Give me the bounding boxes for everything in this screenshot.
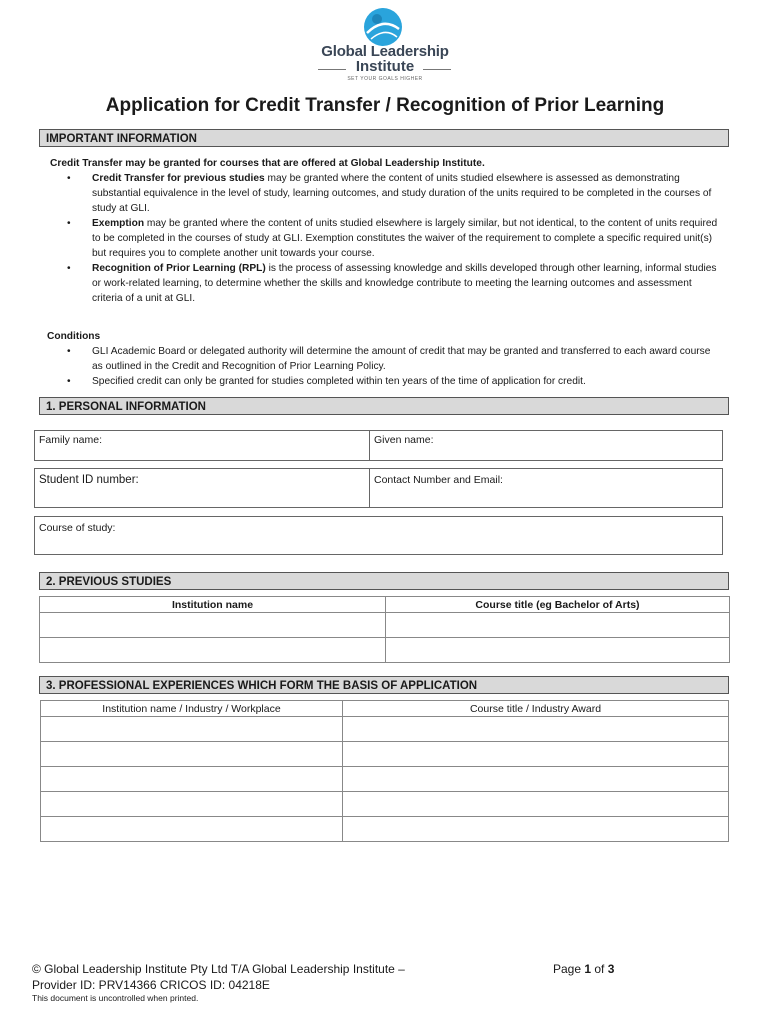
page-of: of — [591, 962, 608, 976]
col-course-award: Course title / Industry Award — [343, 701, 729, 717]
table-cell[interactable] — [40, 613, 386, 638]
page-current: 1 — [584, 962, 592, 976]
table-cell[interactable] — [386, 613, 730, 638]
globe-logo-icon — [363, 7, 403, 47]
professional-heading: 3. PROFESSIONAL EXPERIENCES WHICH FORM THE BASIS OF APPLICATION — [39, 676, 729, 694]
important-intro: Credit Transfer may be granted for courses that are offered at Global Leadership Institute. — [50, 158, 485, 169]
contact-field[interactable] — [369, 468, 723, 508]
term-rpl: Recognition of Prior Learning (RPL) — [92, 263, 266, 274]
given-name-field[interactable] — [369, 430, 723, 461]
table-cell[interactable] — [41, 717, 343, 742]
logo-text-line1: Global Leadership — [321, 43, 449, 60]
personal-info-heading: 1. PERSONAL INFORMATION — [39, 397, 729, 415]
col-institution: Institution name — [40, 597, 386, 613]
important-list — [92, 171, 722, 306]
family-name-label: Family name: — [39, 434, 103, 446]
course-of-study-field[interactable] — [34, 516, 723, 555]
table-row — [41, 767, 729, 792]
table-row — [41, 742, 729, 767]
table-cell[interactable] — [343, 717, 729, 742]
footer-provider-id: Provider ID: PRV14366 CRICOS ID: 04218E — [32, 978, 270, 992]
conditions-heading: Conditions — [47, 331, 101, 342]
table-row — [41, 817, 729, 842]
term-text: may be granted where the content of units studied elsewhere is assessed as demonstrating substantial equivalence in the level of study, learning outcomes, and study duration of the units required to be completed in the courses of study at GLI. — [92, 173, 712, 214]
table-cell[interactable] — [386, 638, 730, 663]
table-row — [40, 638, 730, 663]
important-info-heading: IMPORTANT INFORMATION — [39, 129, 729, 147]
page-title: Application for Credit Transfer / Recognition of Prior Learning — [105, 95, 665, 116]
table-cell[interactable] — [343, 742, 729, 767]
term-credit-transfer: Credit Transfer for previous studies — [92, 173, 265, 184]
list-item: • Specified credit can only be granted for studies completed within ten years of the time of application for credit. — [92, 374, 722, 389]
conditions-list — [92, 344, 722, 389]
table-cell[interactable] — [40, 638, 386, 663]
table-cell[interactable] — [343, 792, 729, 817]
previous-studies-table — [39, 596, 730, 663]
page-total: 3 — [607, 962, 615, 976]
term-exemption: Exemption — [92, 218, 145, 229]
table-cell[interactable] — [343, 817, 729, 842]
page-prefix: Page — [553, 962, 585, 976]
term-text: is the process of assessing knowledge and skills developed through other learning, informal studies or work-related learning, to determine whether the skills and knowledge contribute to meeting the learning outcomes and assessment criteria of a unit at GLI. — [92, 263, 717, 304]
course-label: Course of study: — [39, 522, 116, 534]
logo-text-line2: Institute — [355, 58, 415, 75]
list-item — [92, 171, 722, 216]
col-course-title: Course title (eg Bachelor of Arts) — [386, 597, 730, 613]
logo-tagline: SET YOUR GOALS HIGHER — [347, 76, 423, 82]
list-item: • GLI Academic Board or delegated authority will determine the amount of credit that may be granted and transferred to each award course as outlined in the Credit and Recognition of Prior Learning Policy. — [92, 344, 722, 374]
professional-table — [40, 700, 729, 842]
table-row — [41, 792, 729, 817]
table-cell[interactable] — [41, 742, 343, 767]
given-name-label: Given name: — [374, 434, 434, 446]
table-cell[interactable] — [41, 767, 343, 792]
list-item — [92, 261, 722, 306]
logo-divider-right — [423, 69, 451, 70]
student-id-field[interactable] — [34, 468, 370, 508]
previous-studies-heading: 2. PREVIOUS STUDIES — [39, 572, 729, 590]
footer-copyright: © Global Leadership Institute Pty Ltd T/A Global Leadership Institute – — [32, 962, 405, 976]
contact-label: Contact Number and Email: — [374, 474, 503, 486]
table-cell[interactable] — [343, 767, 729, 792]
logo-divider-left — [318, 69, 346, 70]
table-cell[interactable] — [41, 792, 343, 817]
table-cell[interactable] — [41, 817, 343, 842]
uncontrolled-notice: This document is uncontrolled when printed. — [32, 993, 199, 1003]
page-number — [553, 962, 614, 976]
table-row — [41, 717, 729, 742]
table-row — [40, 613, 730, 638]
col-institution-industry: Institution name / Industry / Workplace — [41, 701, 343, 717]
family-name-field[interactable] — [34, 430, 370, 461]
student-id-label: Student ID number: — [39, 474, 139, 486]
list-item — [92, 216, 722, 261]
term-text: may be granted where the content of units studied elsewhere is largely similar, but not identical, to the content of units required to be completed in the courses of study at GLI. Exemption constitutes the waiver of the requirement to complete a specific required unit(s) but requires you to complete another unit towards your course. — [92, 218, 718, 259]
